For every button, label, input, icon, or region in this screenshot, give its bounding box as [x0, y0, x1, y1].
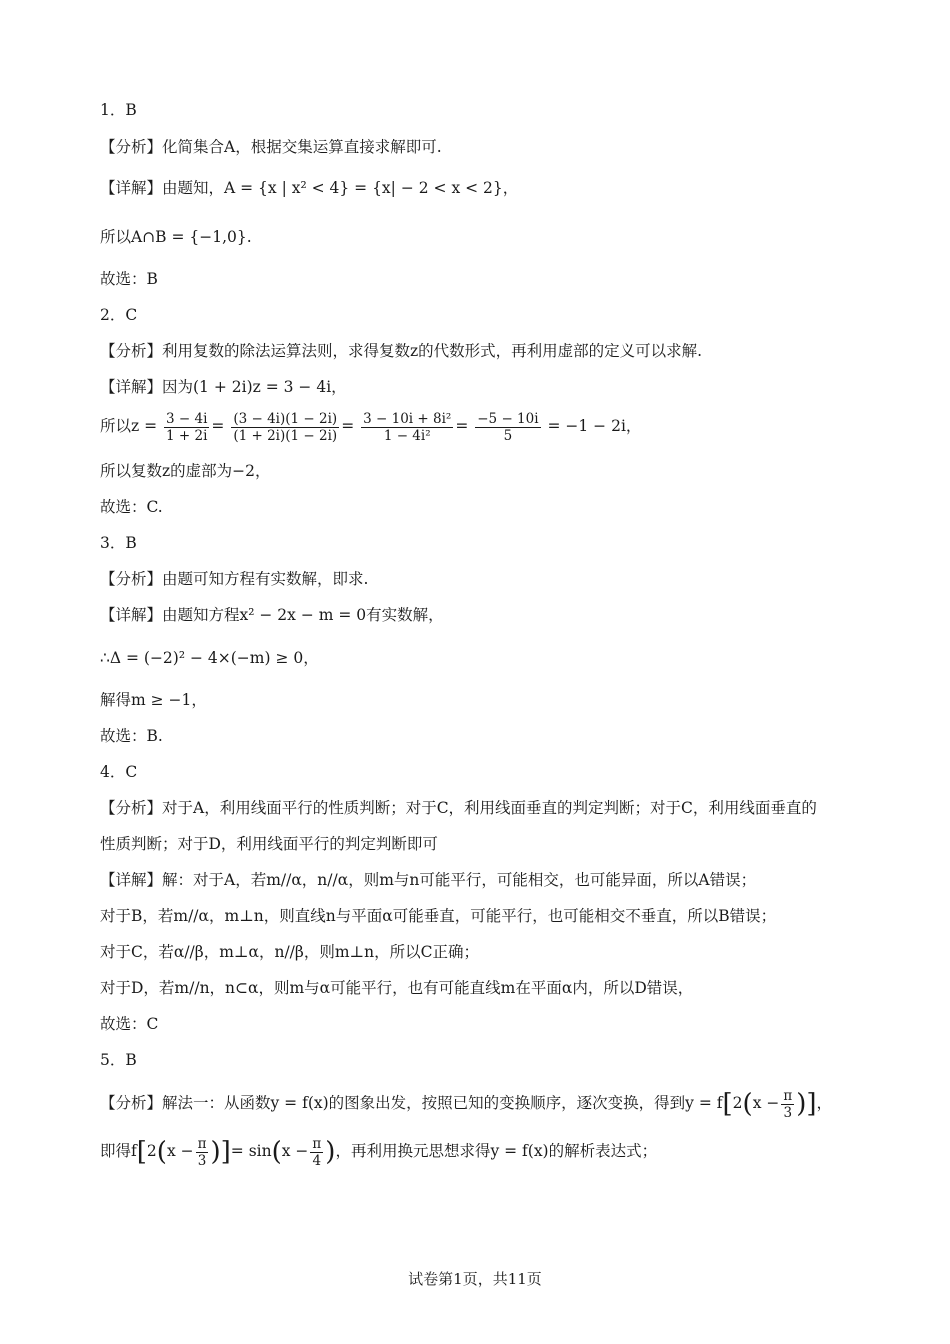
q5-line2-prefix: 即得f [100, 1142, 137, 1160]
q5-analysis-prefix: 【分析】解法一：从函数y = f(x)的图象出发，按照已知的变换顺序，逐次变换，得到y = f [100, 1094, 723, 1112]
q1-detail: 【详解】由题知，A = {x | x² < 4} = {x| − 2 < x < 2}， [100, 179, 519, 197]
q5-number: 5．B [100, 1051, 137, 1069]
q2-comp-prefix: 所以z = [100, 417, 158, 435]
q5-fraction-pi-3: $\frac{\pi}{3}$ [783, 1087, 793, 1121]
q3-detail: 【详解】由题知方程x² − 2x − m = 0有实数解， [100, 606, 444, 624]
q4-detail-d: 对于D，若m//n，n⊂α，则m与α可能平行，也有可能直线m在平面α内，所以D错误， [100, 979, 694, 997]
q4-number: 4．C [100, 763, 138, 781]
q3-solution: 解得m ≥ −1， [100, 691, 207, 709]
q2-comp-suffix: = −1 − 2i， [547, 417, 642, 435]
q5-fraction-pi-3b: $\frac{\pi}{3}$ [197, 1135, 207, 1169]
page-footer: 试卷第1页，共11页 [408, 1270, 542, 1288]
q2-fraction-1: $\frac{3 - 4i}{1 + 2i}$ [166, 410, 208, 444]
q5-analysis-line-2: 即得f[2(x − $\frac{\pi}{3}$ )]= sin(x − $\frac{\pi}{4}$ )，再利用换元思想求得y = f(x)的解析表达式； [100, 1135, 658, 1169]
q1-number: 1．B [100, 101, 137, 119]
q4-choice: 故选：C [100, 1015, 159, 1033]
q2-fraction-4: $\frac{-5 - 10i}{5}$ [477, 410, 539, 444]
q5-line2-suffix: ，再利用换元思想求得y = f(x)的解析表达式； [335, 1142, 658, 1160]
q1-intersection: 所以A∩B = {−1,0}. [100, 228, 252, 246]
q3-choice: 故选：B. [100, 727, 163, 745]
q1-choice: 故选：B [100, 270, 158, 288]
q3-discriminant: ∴Δ = (−2)² − 4×(−m) ≥ 0， [100, 649, 319, 667]
q2-fraction-3: $\frac{\text{3 − 10i + 8i²}}{\text{1 − 4i²}}$ [363, 410, 452, 444]
q2-fraction-2: $\frac{(3 - 4i)(1 - 2i)}{(1 + 2i)(1 - 2i)}$ [233, 410, 338, 444]
q5-line2-mid: = sin [230, 1142, 272, 1160]
q4-detail-c: 对于C，若α//β，m⊥α，n//β，则m⊥n，所以C正确； [100, 943, 479, 961]
q4-analysis-1: 【分析】对于A，利用线面平行的性质判断；对于C，利用线面垂直的判定判断；对于C，利用线面垂直的 [100, 799, 817, 817]
q3-analysis: 【分析】由题可知方程有实数解，即求. [100, 570, 369, 588]
q2-analysis: 【分析】利用复数的除法运算法则，求得复数z的代数形式，再利用虚部的定义可以求解. [100, 342, 703, 360]
q5-analysis: 【分析】解法一：从函数y = f(x)的图象出发，按照已知的变换顺序，逐次变换，得到y = f[2(x − $\frac{\pi}{3}$ )]， [100, 1087, 833, 1121]
q4-detail-a: 【详解】解：对于A，若m//α，n//α，则m与n可能平行，可能相交，也可能异面，所以A错误； [100, 871, 757, 889]
q1-analysis: 【分析】化简集合A，根据交集运算直接求解即可. [100, 138, 442, 156]
q2-number: 2．C [100, 306, 138, 324]
q2-detail: 【详解】因为(1 + 2i)z = 3 − 4i， [100, 378, 347, 396]
q2-imaginary-part: 所以复数z的虚部为−2， [100, 462, 271, 480]
q5-fraction-pi-4: $\frac{\pi}{4}$ [312, 1135, 322, 1169]
q2-choice: 故选：C. [100, 498, 163, 516]
q3-number: 3．B [100, 534, 137, 552]
q4-detail-b: 对于B，若m//α，m⊥n，则直线n与平面α可能垂直，可能平行，也可能相交不垂直，所以B错误； [100, 907, 777, 925]
q4-analysis-2: 性质判断；对于D，利用线面平行的判定判断即可 [100, 835, 438, 853]
q2-computation: 所以z = $\frac{3 - 4i}{1 + 2i}$ = $\frac{(3 - 4i)(1 - 2i)}{(1 + 2i)(1 - 2i)}$ = $\frac{\text{3 − 10i + 8i²}}{\text{1 − 4i²}}$ = $\frac{-5 - 10i}{5}$ = −1 − 2i， [100, 410, 642, 444]
